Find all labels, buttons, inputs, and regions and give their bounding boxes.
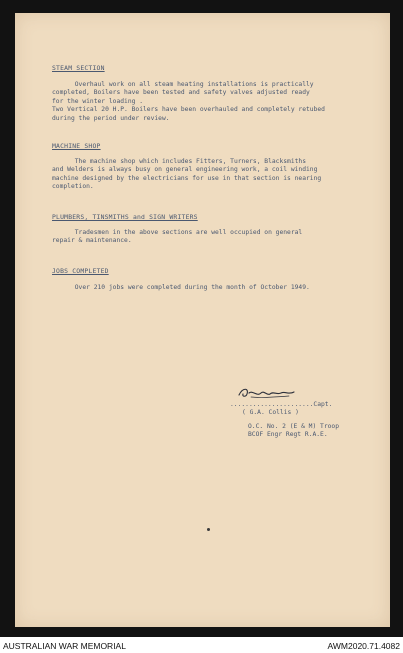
body-line: Two Vertical 20 H.P. Boilers have been overhauled and completely retubed (52, 106, 325, 114)
signatory-title (248, 423, 339, 440)
body-line: and Welders is always busy on general engineering work, a coil winding (52, 166, 318, 174)
section-body-steam (52, 81, 325, 123)
signatory-unit: O.C. No. 2 (E & M) Troop (248, 423, 339, 430)
document-content (15, 13, 390, 627)
footer-accession-number: AWM2020.71.4082 (327, 641, 400, 651)
footer-institution: AUSTRALIAN WAR MEMORIAL (3, 641, 126, 651)
section-heading-machine-shop: MACHINE SHOP (52, 142, 101, 150)
signature-line: ......................Capt. (230, 401, 333, 408)
archive-footer (0, 637, 403, 653)
section-body-jobs (52, 284, 310, 292)
body-line: The machine shop which includes Fitters, Turners, Blacksmiths (52, 158, 307, 165)
signatory-name: ( G.A. Collis ) (242, 409, 299, 417)
body-line: for the winter loading . (52, 97, 143, 105)
signature-block (230, 401, 332, 418)
body-line: during the period under review. (52, 114, 170, 122)
ink-dot (207, 528, 210, 531)
body-line: repair & maintenance. (52, 237, 132, 245)
body-line: completed, Boilers have been tested and safety valves adjusted ready (52, 89, 310, 97)
section-heading-steam: STEAM SECTION (52, 64, 105, 72)
section-body-machine-shop (52, 158, 321, 192)
body-line: Overhaul work on all steam heating installations is practically (52, 81, 314, 88)
handwritten-signature (237, 385, 297, 401)
body-line: Over 210 jobs were completed during the month of October 1949. (52, 284, 310, 291)
section-heading-plumbers: PLUMBERS, TINSMITHS and SIGN WRITERS (52, 213, 198, 221)
signatory-regiment: BCOF Engr Regt R.A.E. (248, 431, 328, 439)
section-body-plumbers (52, 229, 302, 246)
section-heading-jobs: JOBS COMPLETED (52, 267, 109, 275)
body-line: completion. (52, 183, 94, 191)
document-page (15, 13, 390, 627)
body-line: Tradesmen in the above sections are well occupied on general (52, 229, 303, 236)
body-line: machine designed by the electricians for use in that section is nearing (52, 174, 322, 182)
